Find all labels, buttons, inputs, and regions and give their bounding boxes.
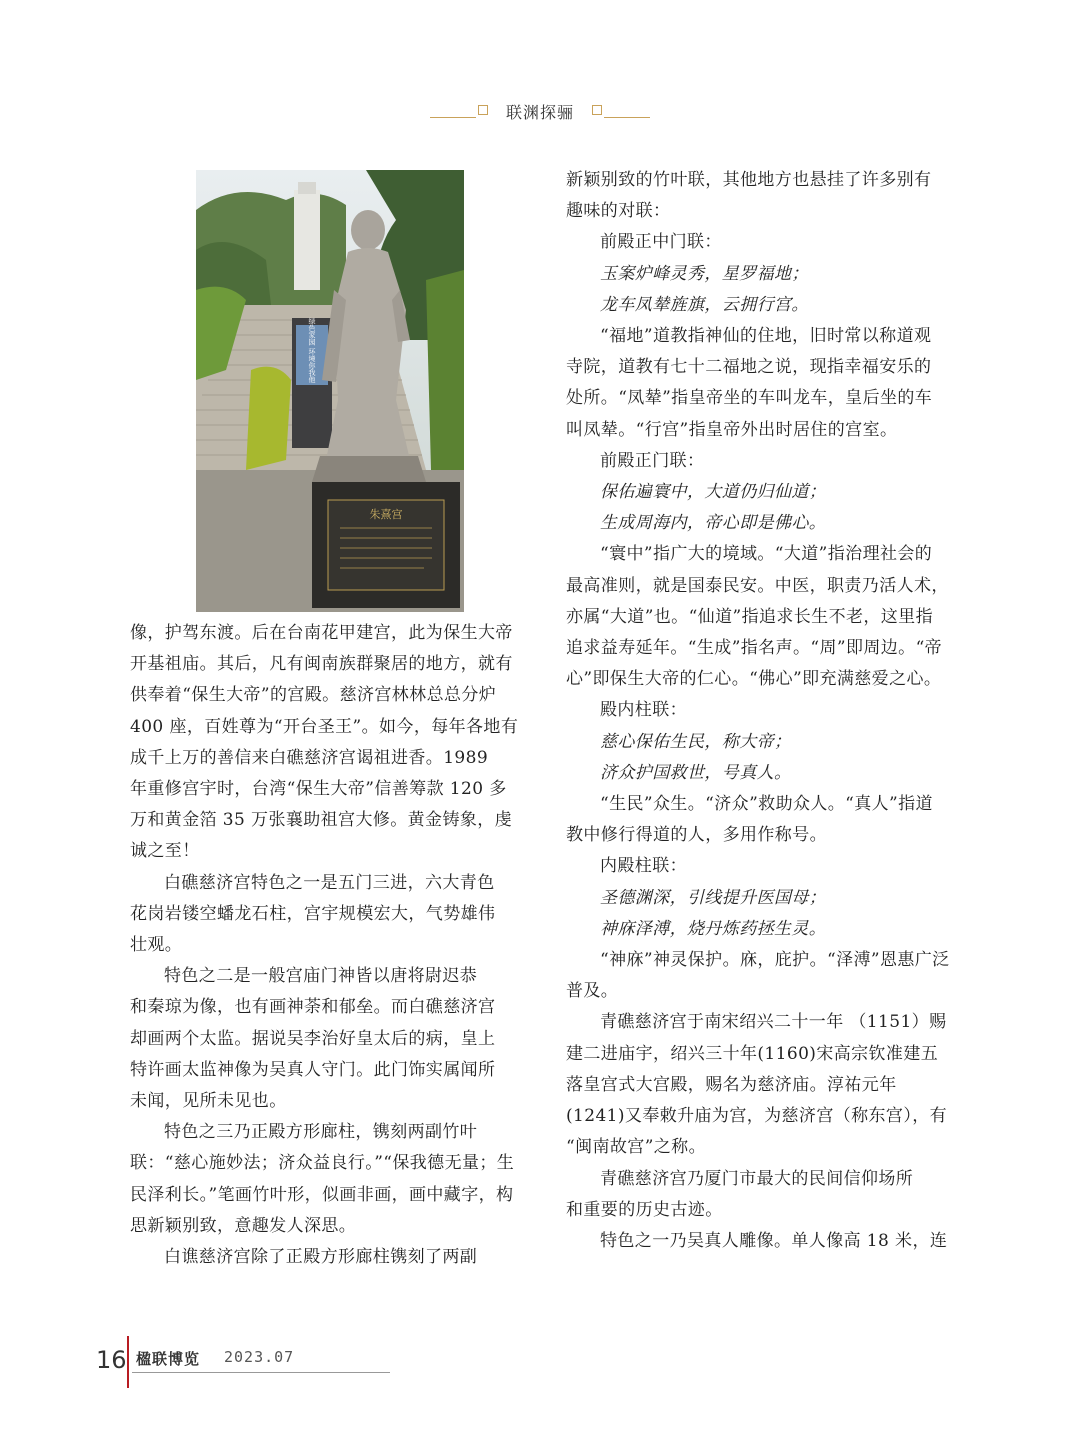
- couplet-line: 玉案炉峰灵秀，星罗福地；: [600, 263, 809, 284]
- page-number: 16: [96, 1346, 127, 1374]
- text-line: 普及。: [566, 981, 619, 1002]
- text-line: 内殿柱联：: [600, 856, 687, 877]
- magazine-name: 楹联博览: [136, 1350, 201, 1368]
- couplet-line: 济众护国救世，号真人。: [600, 762, 792, 783]
- text-line: 特色之二是一般宫庙门神皆以唐将尉迟恭: [164, 966, 478, 987]
- text-line: 建二进庙宇，绍兴三十年(1160)宋高宗钦准建五: [566, 1043, 939, 1064]
- left-column: [130, 618, 520, 1273]
- text-line: 新颖别致的竹叶联，其他地方也悬挂了许多别有: [566, 170, 932, 190]
- text-line: 开基祖庙。其后，凡有闽南族群聚居的地方，就有: [130, 654, 513, 675]
- section-header: [430, 100, 650, 124]
- text-line: 却画两个太监。据说吴李治好皇太后的病，皇上: [130, 1028, 496, 1049]
- text-line: 供奉着“保生大帝”的宫殿。慈济宫林林总总分炉: [130, 685, 497, 706]
- text-line: 心”即保生大帝的仁心。“佛心”即充满慈爱之心。: [566, 669, 942, 690]
- text-line: 特色之三乃正殿方形廊柱，镌刻两副竹叶: [164, 1122, 478, 1143]
- text-line: “寰中”指广大的境域。“大道”指治理社会的: [600, 544, 933, 565]
- header-rule-right: [604, 117, 650, 118]
- text-line: “神庥”神灵保护。庥，庇护。“泽溥”恩惠广泛: [600, 950, 950, 971]
- text-line: 青礁慈济宫于南宋绍兴二十一年 （1151）赐: [600, 1012, 947, 1033]
- text-line: 青礁慈济宫乃厦门市最大的民间信仰场所: [600, 1168, 914, 1189]
- text-line: 前殿正门联：: [600, 450, 705, 471]
- header-ornament-right: [592, 105, 602, 115]
- page-footer: [96, 1336, 356, 1392]
- text-line: 成千上万的善信来白礁慈济宫谒祖进香。1989: [130, 747, 489, 768]
- text-line: 处所。“凤辇”指皇帝坐的车叫龙车，皇后坐的车: [566, 388, 933, 409]
- text-line: 万和黄金箔 35 万张襄助祖宫大修。黄金铸象，虔: [130, 810, 513, 831]
- text-line: 年重修宫宇时，台湾“保生大帝”信善筹款 120 多: [130, 779, 507, 800]
- couplet-line: 慈心保佑生民，称大帝；: [600, 731, 792, 752]
- footer-red-bar: [127, 1336, 129, 1388]
- text-line: 殿内柱联：: [600, 700, 687, 721]
- text-line: 特色之一乃吴真人雕像。单人像高 18 米，连: [600, 1230, 948, 1251]
- text-line: 思新颖别致，意趣发人深思。: [130, 1215, 357, 1236]
- right-column: [566, 165, 956, 1257]
- text-line: 教中修行得道的人，多用作称号。: [566, 825, 827, 846]
- text-line: 特许画太监神像为吴真人守门。此门饰实属闻所: [130, 1059, 496, 1080]
- couplet-line: 神庥泽溥，烧丹炼药拯生灵。: [600, 918, 827, 939]
- text-line: 白谯慈济宫除了正殿方形廊柱镌刻了两副: [164, 1247, 478, 1268]
- text-line: 花岗岩镂空蟠龙石柱，宫宇规模宏大，气势雄伟: [130, 903, 496, 924]
- text-line: 壮观。: [130, 935, 183, 956]
- issue-date: 2023.07: [224, 1348, 295, 1366]
- couplet-line: 圣德渊深，引线提升医国母；: [600, 887, 827, 908]
- text-line: 像，护驾东渡。后在台南花甲建宫，此为保生大帝: [130, 623, 513, 643]
- text-line: 民泽利长。”笔画竹叶形，似画非画，画中藏字，构: [130, 1184, 514, 1205]
- couplet-line: 龙车凤辇旌旗，云拥行宫。: [600, 294, 809, 315]
- text-line: 400 座，百姓尊为“开台圣王”。如今，每年各地有: [130, 716, 519, 737]
- couplet-line: 保佑遍寰中，大道仍归仙道；: [600, 482, 827, 503]
- text-line: “福地”道教指神仙的住地，旧时常以称道观: [600, 326, 932, 347]
- text-line: 前殿正中门联：: [600, 232, 722, 253]
- text-line: “生民”众生。“济众”救助众人。“真人”指道: [600, 794, 933, 815]
- text-line: 追求益寿延年。“生成”指名声。“周”即周边。“帝: [566, 638, 943, 659]
- text-line: 寺院，道教有七十二福地之说，现指幸福安乐的: [566, 357, 932, 378]
- text-line: (1241)又奉敕升庙为宫，为慈济宫（称东宫），有: [566, 1106, 948, 1127]
- text-line: “闽南故宫”之称。: [566, 1137, 706, 1158]
- text-line: 亦属“大道”也。“仙道”指追求长生不老，这里指: [566, 606, 933, 627]
- footer-rule: [132, 1372, 390, 1373]
- text-line: 趣味的对联：: [566, 201, 671, 222]
- statue-photo: [196, 170, 464, 612]
- text-line: 联：“慈心施妙法；济众益良行。”“保我德无量；生: [130, 1153, 515, 1174]
- text-line: 最高准则，就是国泰民安。中医，职责乃活人术，: [566, 575, 949, 596]
- text-line: 未闻，见所未见也。: [130, 1091, 287, 1112]
- couplet-line: 生成周海内，帝心即是佛心。: [600, 513, 827, 534]
- text-line: 和秦琼为像，也有画神荼和郁垒。而白礁慈济宫: [130, 997, 496, 1018]
- text-line: 诚之至！: [130, 841, 200, 862]
- text-line: 落皇宫式大宫殿，赐名为慈济庙。淳祐元年: [566, 1074, 897, 1095]
- text-line: 白礁慈济宫特色之一是五门三进，六大青色: [164, 872, 495, 893]
- sign-text: 绿色家园 环境你我他: [308, 317, 316, 383]
- section-title: 联渊探骊: [505, 103, 574, 122]
- plaque-title: 朱熹宫: [369, 508, 403, 521]
- text-line: 和重要的历史古迹。: [566, 1199, 723, 1220]
- text-line: 叫凤辇。“行宫”指皇帝外出时居住的宫室。: [566, 419, 898, 440]
